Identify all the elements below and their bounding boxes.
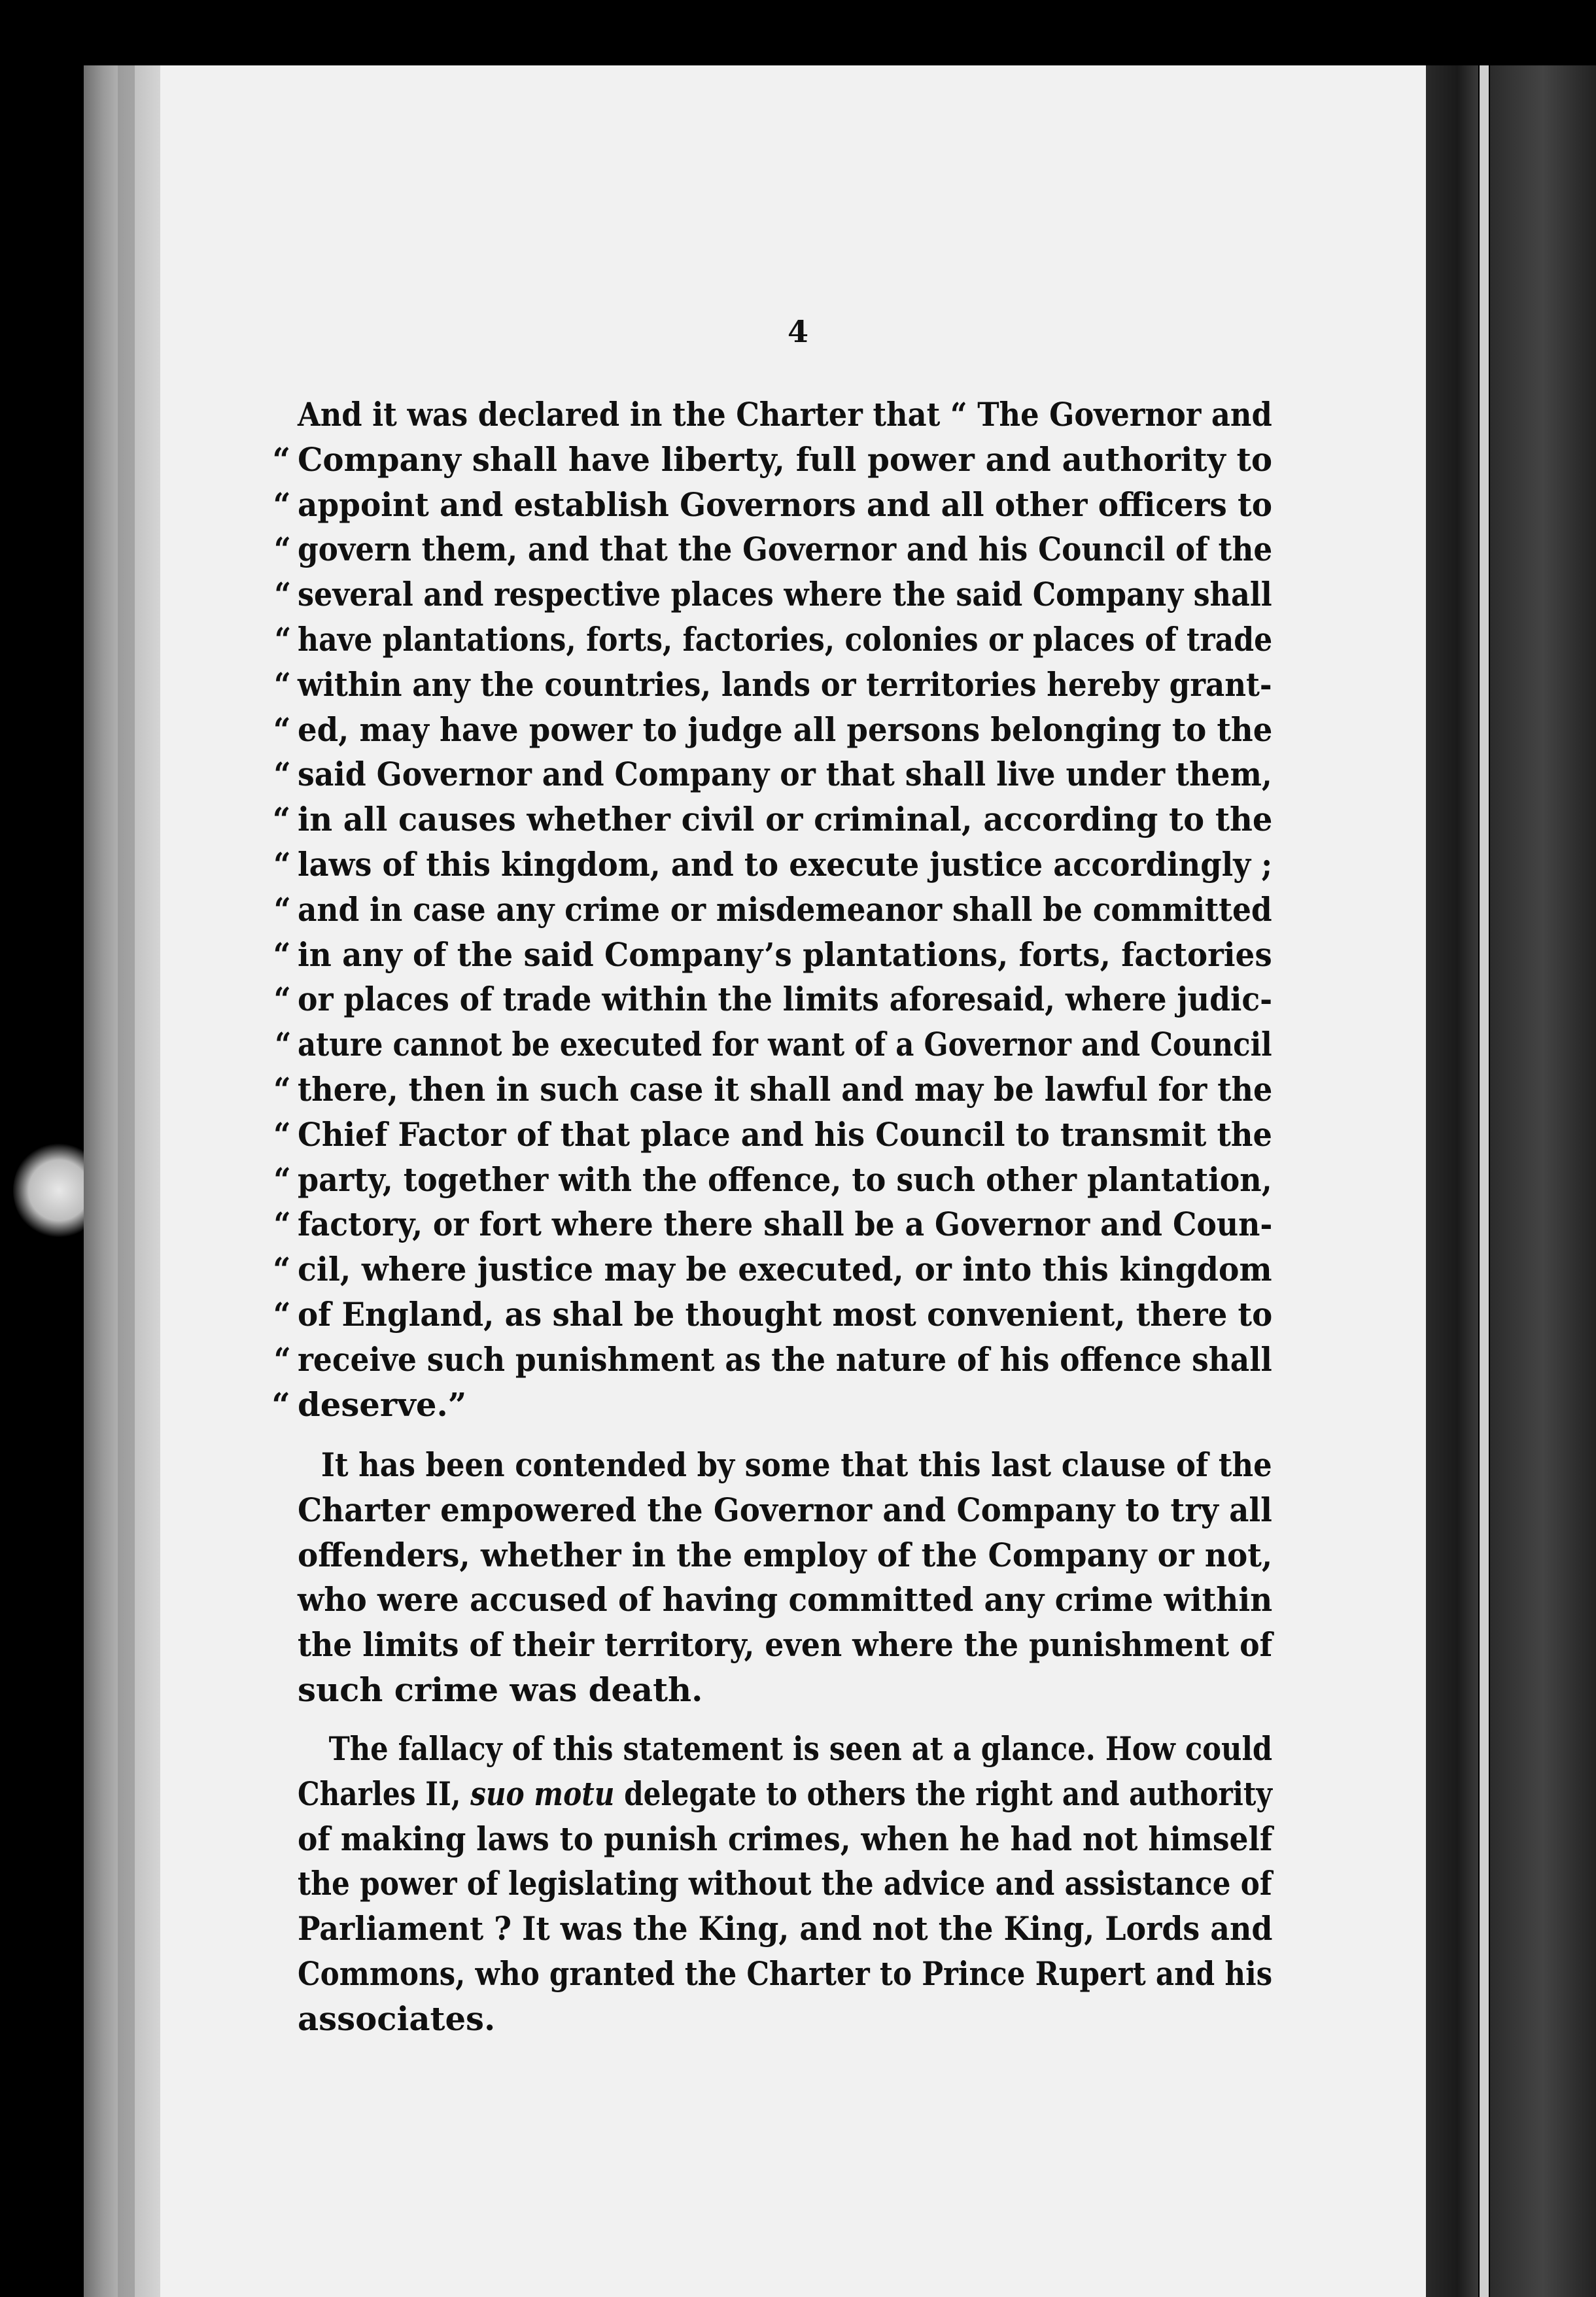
text-line-content: there, then in such case it shall and may be lawful for the <box>298 1069 1273 1109</box>
text-line <box>273 1338 1272 1383</box>
page-number: 4 <box>787 314 808 349</box>
text-line-content: cil, where justice may be executed, or into this kingdom <box>298 1250 1272 1289</box>
text-line-content: party, together with the offence, to such other plantation, <box>298 1160 1272 1199</box>
text-line <box>273 663 1272 708</box>
text-line <box>273 752 1272 797</box>
text-line-content: of England, as shal be thought most convenient, there to <box>298 1294 1273 1334</box>
quote-mark: “ <box>273 710 291 749</box>
text-line <box>273 933 1272 978</box>
text-line-content: within any the countries, lands or territories hereby grant- <box>298 665 1272 704</box>
text-line-content: receive such punishment as the nature of his offence shall <box>298 1339 1272 1379</box>
adjacent-page <box>1490 65 1596 2297</box>
binding-shadow <box>118 65 135 2297</box>
quote-mark: “ <box>274 619 292 659</box>
text-line <box>273 1113 1272 1158</box>
text-line <box>273 842 1273 888</box>
text-line: who were accused of having committed any crime within <box>298 1580 1273 1619</box>
text-line-content: ature cannot be executed for want of a Governor and Council <box>298 1025 1272 1064</box>
quote-mark: “ <box>273 1069 291 1109</box>
latin-phrase: suo motu <box>470 1774 615 1813</box>
charter-quote-paragraph <box>271 392 1279 1427</box>
text-line-content: or places of trade within the limits aforesaid, where judic- <box>298 980 1273 1019</box>
contention-paragraph <box>298 1443 1279 1713</box>
text-line <box>272 797 1273 842</box>
text-line <box>273 483 1273 528</box>
text-segment: delegate to others the right and authority <box>614 1774 1272 1813</box>
quote-mark: “ <box>273 665 291 704</box>
text-line: associates. <box>298 1999 496 2038</box>
text-line-content: Company shall have liberty, full power and authority to <box>298 440 1273 479</box>
text-line-content: govern them, and that the Governor and his Council of the <box>298 530 1273 569</box>
quote-mark: “ <box>273 1250 291 1289</box>
text-line: And it was declared in the Charter that “ The Governor and <box>298 395 1272 434</box>
text-line-content: several and respective places where the said Company shall <box>298 575 1272 614</box>
text-line <box>273 1292 1273 1338</box>
text-line <box>273 708 1273 753</box>
text-line <box>274 617 1273 663</box>
text-line <box>272 438 1273 483</box>
quote-mark: “ <box>274 575 292 614</box>
text-line: the limits of their territory, even where the punishment of <box>298 1625 1273 1665</box>
text-line-content: ed, may have power to judge all persons belonging to the <box>298 710 1273 749</box>
text-line <box>273 977 1273 1022</box>
text-line <box>273 1202 1273 1247</box>
text-line <box>275 1022 1272 1067</box>
quote-mark: “ <box>273 755 291 794</box>
quote-mark: “ <box>271 1385 290 1424</box>
quote-mark: “ <box>272 440 291 479</box>
text-line: Parliament ? It was the King, and not the King, Lords and <box>298 1909 1273 1948</box>
text-line <box>273 1158 1272 1203</box>
text-line: Charter empowered the Governor and Company to try all <box>298 1490 1272 1529</box>
quote-mark: “ <box>273 935 291 974</box>
text-line-content: appoint and establish Governors and all other officers to <box>298 485 1273 524</box>
text-line: Commons, who granted the Charter to Prince Rupert and his <box>298 1954 1273 1993</box>
quote-mark: “ <box>273 889 291 929</box>
quote-mark: “ <box>273 485 291 524</box>
text-line-content: laws of this kingdom, and to execute justice accordingly ; <box>298 844 1273 884</box>
text-line <box>273 1247 1272 1292</box>
text-line: such crime was death. <box>298 1670 703 1709</box>
text-line <box>273 1067 1273 1113</box>
text-line-content: have plantations, forts, factories, colonies or places of trade <box>298 619 1273 659</box>
text-line-content: Chief Factor of that place and his Council to transmit the <box>298 1114 1272 1154</box>
text-line <box>273 527 1273 572</box>
text-line-content: factory, or fort where there shall be a Governor and Coun- <box>298 1205 1273 1244</box>
text-segment: Charles II, <box>298 1774 471 1813</box>
quote-mark: “ <box>273 1294 291 1334</box>
quote-mark: “ <box>273 1114 291 1154</box>
text-line-content: deserve.” <box>298 1385 467 1424</box>
quote-mark: “ <box>273 1205 291 1244</box>
text-line <box>273 888 1272 933</box>
quote-mark: “ <box>272 800 291 839</box>
text-line: offenders, whether in the employ of the Company or not, <box>298 1535 1273 1574</box>
text-line-content: in all causes whether civil or criminal, according to the <box>298 800 1273 839</box>
quote-mark: “ <box>275 1025 292 1064</box>
adjacent-page-strip <box>1480 65 1489 2297</box>
text-line: of making laws to punish crimes, when he had not himself <box>298 1819 1273 1858</box>
quote-mark: “ <box>273 844 291 884</box>
text-line-content: and in case any crime or misdemeanor shall be committed <box>298 889 1272 929</box>
page-edge-shadow <box>1426 65 1478 2297</box>
quote-mark: “ <box>273 980 291 1019</box>
quote-mark: “ <box>273 530 291 569</box>
text-line: the power of legislating without the advice and assistance of <box>298 1864 1272 1903</box>
text-line <box>271 1383 1272 1428</box>
quote-mark: “ <box>273 1339 291 1379</box>
text-line: The fallacy of this statement is seen at a glance. How could <box>328 1729 1273 1768</box>
text-line <box>298 1772 1272 1817</box>
text-line-content: said Governor and Company or that shall live under them, <box>298 755 1272 794</box>
text-line <box>274 572 1272 617</box>
quote-mark: “ <box>273 1160 291 1199</box>
text-line: It has been contended by some that this last clause of the <box>321 1445 1272 1484</box>
text-line-content: in any of the said Company’s plantations, forts, factories <box>298 935 1272 974</box>
fallacy-paragraph <box>298 1727 1279 2042</box>
